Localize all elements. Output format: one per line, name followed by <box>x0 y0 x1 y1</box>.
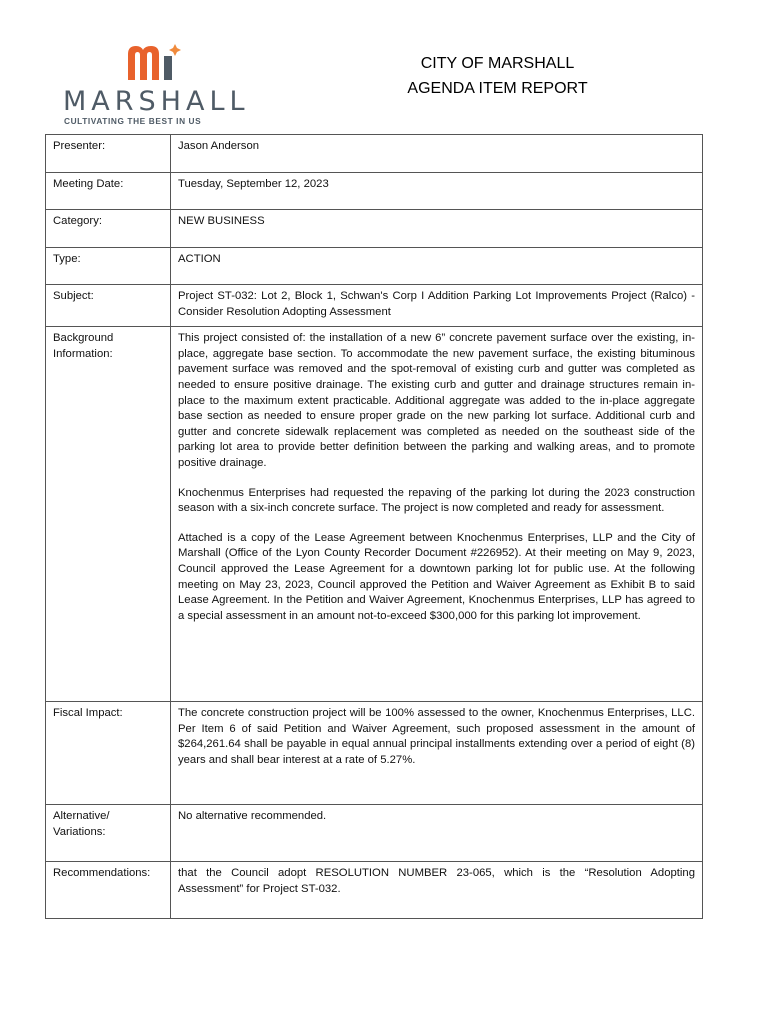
row-recommendations <box>46 862 703 919</box>
type-value: ACTION <box>171 248 703 285</box>
subject-value: Project ST-032: Lot 2, Block 1, Schwan's Corp I Addition Parking Lot Improvements Project (Ralco) - Consider Resolution Adopting Assessment <box>171 285 703 327</box>
background-paragraph: Knochenmus Enterprises had requested the repaving of the parking lot during the 2023 construction season with a six-inch concrete surface. The project is now completed and ready for assessment. <box>178 486 695 515</box>
presenter-value: Jason Anderson <box>171 135 703 173</box>
logo-tagline: CULTIVATING THE BEST IN US <box>64 116 202 126</box>
agenda-item-table <box>45 134 703 919</box>
alternative-label-line1: Alternative/ <box>53 810 110 823</box>
fiscal-impact-label: Fiscal Impact: <box>46 702 171 805</box>
row-subject <box>46 285 703 327</box>
background-paragraph: This project consisted of: the installation of a new 6” concrete pavement surface over the existing, in-place, aggregate base section. To accommodate the new pavement surface, the existing bituminous pavement surface was removed and the spot-removal of existing curb and gutter was completed as needed to ensure positive drainage. The existing curb and gutter and drainage structures remain in-place to the maximum extent practicable. Additional aggregate was added to the in-place aggregate base section as needed to ensure proper grade on the new parking lot surface. Additional curb and gutter and concrete sidewalk replacement was completed as needed on the southeast side of the parking lot area to provide better definition between the parking and walking areas, and to promote positive drainage. <box>178 332 695 469</box>
marshall-m-logo-icon <box>126 42 182 82</box>
row-alternative <box>46 805 703 862</box>
alternative-label-line2: Variations: <box>53 825 106 838</box>
row-meeting-date <box>46 173 703 210</box>
category-label: Category: <box>46 210 171 248</box>
row-background <box>46 327 703 702</box>
row-fiscal-impact <box>46 702 703 805</box>
background-value <box>171 327 703 702</box>
background-label-line2: Information: <box>53 347 113 360</box>
meeting-date-label: Meeting Date: <box>46 173 171 210</box>
heading-city: CITY OF MARSHALL <box>420 55 575 72</box>
report-heading <box>340 51 655 101</box>
row-presenter <box>46 135 703 173</box>
subject-label: Subject: <box>46 285 171 327</box>
type-label: Type: <box>46 248 171 285</box>
meeting-date-value: Tuesday, September 12, 2023 <box>171 173 703 210</box>
recommendations-label: Recommendations: <box>46 862 171 919</box>
presenter-label: Presenter: <box>46 135 171 173</box>
recommendations-value: that the Council adopt RESOLUTION NUMBER 23-065, which is the “Resolution Adopting Assessment” for Project ST-032. <box>171 862 703 919</box>
background-paragraph: Attached is a copy of the Lease Agreement between Knochenmus Enterprises, LLP and the City of Marshall (Office of the Lyon County Recorder Document #226952). At their meeting on May 9, 2023, Council approved the Lease Agreement for a downtown parking lot for public use. At the following meeting on May 23, 2023, Council approved the Petition and Waiver Agreement as Exhibit B to said Lease Agreement. In the Petition and Waiver Agreement, Knochenmus Enterprises, LLP has agreed to a special assessment in an amount not-to-exceed $300,000 for this parking lot improvement. <box>178 531 695 622</box>
logo-wordmark: MARSHALL <box>63 86 250 117</box>
marshall-logo <box>50 36 250 128</box>
category-value: NEW BUSINESS <box>171 210 703 248</box>
alternative-value: No alternative recommended. <box>171 805 703 862</box>
background-label <box>46 327 171 702</box>
row-category <box>46 210 703 248</box>
background-label-line1: Background <box>53 332 114 345</box>
alternative-label <box>46 805 171 862</box>
heading-report-title: AGENDA ITEM REPORT <box>407 80 588 97</box>
row-type <box>46 248 703 285</box>
fiscal-impact-value: The concrete construction project will be 100% assessed to the owner, Knochenmus Enterprises, LLC. Per Item 6 of said Petition and Waiver Agreement, such proposed assessment in the amount of $264,261.64 shall be payable in equal annual principal installments extending over a period of eight (8) years and shall bear interest at a rate of 5.27%. <box>171 702 703 805</box>
